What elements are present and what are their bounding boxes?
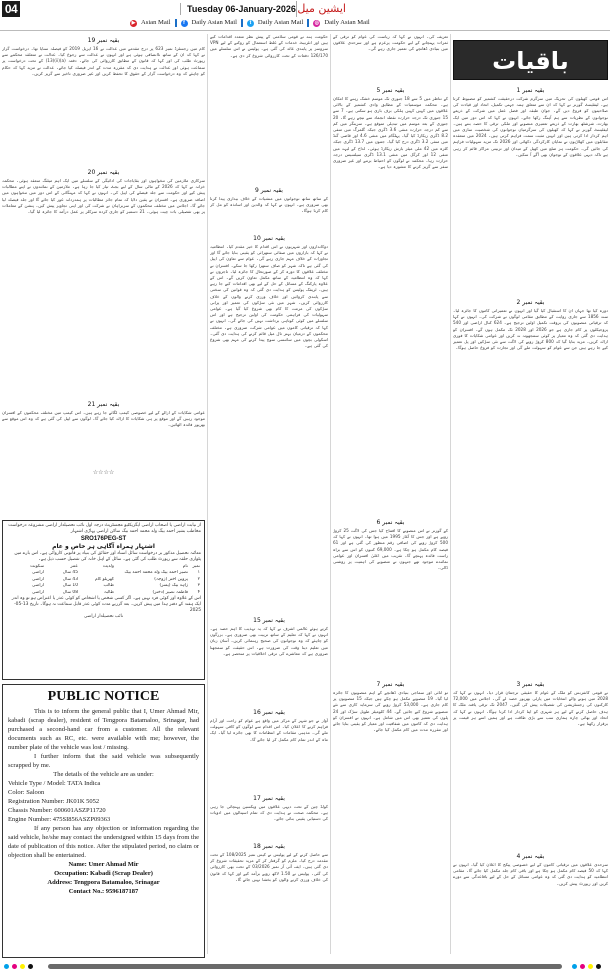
- section-body: کام میں رجسٹرڈ نمبر 623 پر درج مقدمے میں عدالت نے 16 اپریل 2019 کو فیصلہ سنایا تھا۔ درخواست گزار نے کہا کہ ان کے ساتھ ناانصافی ہوئی ہے اور انہوں نے عدالت سے رجوع کیا۔ عدالت نے متعلقہ محکمے سے رپورٹ طلب کی اور کہا کہ قانون کے مطابق کارروائی کی جائے۔ دفعہ (a)(ii)(13) کے تحت درخواست پر سماعت ہوئی اور عدالت نے ہدایت دی کہ مقررہ مدت کے اندر فیصلہ کیا جائے۔ عدالت نے مزید کہا کہ حکام کو چاہئے کہ وہ درخواست گزار کے حقوق کا تحفظ کریں اور غیر ضروری تاخیر سے گریز کریں۔: [2, 46, 205, 76]
- registration-dot-black: [28, 964, 33, 969]
- section-body: حکومت ہند نے قومی سلامتی کے پیش نظر متعدد اقدامات کیے ہیں اور انٹرنیٹ خدمات کے غلط استعمال کو روکنے کے لیے VPN سروسز پر پابندی عائد کی گئی ہے۔ پولیس نے اس سلسلے میں 126/170 دفعات کے تحت کارروائی شروع کر دی ہے۔: [210, 34, 328, 58]
- section-heading: بقیہ نمبر 10: [253, 235, 285, 242]
- column-header: عمر: [70, 564, 78, 569]
- cell: اراضی: [32, 576, 44, 582]
- column-divider: [207, 34, 208, 954]
- section-body: دورہ کیا تھا جہاں ان کا استقبال کیا گیا اور انہوں نے تعمیراتی کاموں کا جائزہ لیا۔ سنہ 1856 سے جاری روایت کے مطابق مقامی لوگوں نے شرکت کی۔ انہوں نے کہا کہ ترقیاتی منصوبوں کی بروقت تکمیل اولین ترجیح ہے۔ 624 کنال اراضی اور 540 پروجیکٹوں پر کام جاری ہے جو 2026 اور 2028 تک مکمل ہوں گے۔ افسران کو ہدایت دی گئی کہ وہ معیار پر کوئی سمجھوتہ نہ کریں اور عوامی شکایات کا فوری ازالہ کریں۔ مزید بتایا گیا کہ 800 کروڑ روپے کی لاگت سے نئی سڑکیں اور پل تعمیر کیے جا رہے ہیں جن سے عوام کو سہولت ملے گی اور تجارت کو فروغ حاصل ہوگا۔: [453, 308, 608, 351]
- notice-intro: از نیابت اراضی یا اصحاب اراضی ایگزیکٹیو مجسٹریٹ درجہ اول نائب تحصیلدار اراضی مشروعہ درخواست مخاطب بشیر احمد بیگ ولد محمد احمد بیگ ساکن اراضی پہاڑی اشتہار: [8, 523, 201, 534]
- column-2: [210, 34, 328, 960]
- notice-text: معائنہ تحصیل مذکور بر درخواست سائل اسناد اور حقائق کی بنیاد پر قانونی کاروائی ہے۔ اس بارے میں پٹواری حلقہ سے رپورٹ طلب کی گئی ہے۔ سائل کے اہل خانہ کی تفصیل حسب ذیل ہے۔: [14, 551, 201, 562]
- notice-paragraph: This is to inform the general public that I, Umer Ahmad Mir, kabadi (scrap dealer), resident of Tengpora Batamaloo, Srinagar, had purchased a second-hand car from a customer. All the relevant documents such as RC, etc. were available with me; however, the number plate of the vehicle was lost / missing.: [8, 708, 199, 751]
- divider: [175, 19, 177, 27]
- section-heading: بقیہ نمبر 2: [516, 299, 545, 306]
- registration-dot-cyan: [572, 964, 577, 969]
- cell: ۱: [197, 570, 200, 576]
- youtube-icon: ▶: [131, 19, 136, 26]
- article-section: [453, 852, 608, 942]
- divider: [241, 19, 243, 27]
- signatory-contact: Contact No.: 9596187187: [68, 888, 139, 895]
- notice-paragraph: I further inform that the said vehicle was subsequently scrapped by me.: [8, 753, 199, 769]
- family-table: [6, 564, 201, 596]
- cell: ۳: [197, 583, 200, 589]
- urdu-legal-notice: [2, 520, 205, 680]
- section-body: سرحدی علاقوں میں ترقیاتی کاموں کے لیے خصوصی پیکج کا اعلان کیا گیا۔ انہوں نے کہا کہ 50 فیصد کام مکمل ہو چکا ہے اور باقی کام جلد مکمل کیا جائے گا۔ مقامی انتظامیہ کو ہدایت دی گئی کہ وہ عوامی مسائل کے حل کے لیے باقاعدگی سے دورے کریں اور رپورٹ پیش کریں۔: [453, 862, 608, 886]
- section-heading: بقیہ نمبر 19: [87, 37, 120, 44]
- vehicle-details-intro: The details of the vehicle are as under:: [53, 771, 154, 778]
- newspaper-logo: ایشین میل: [297, 2, 346, 15]
- notice-signature: نائب تحصیلدار اراضی: [83, 614, 124, 620]
- article-section: [333, 86, 448, 516]
- issue-date: Tuesday 06-January-2026: [180, 3, 292, 15]
- cell: پروین اختر (زوجہ): [154, 576, 188, 582]
- cell: زاہد بیگ (پسر): [159, 583, 188, 589]
- signatory-occupation: Occupation: Kabadi (Scrap Dealer): [54, 870, 153, 877]
- section-heading: بقیہ نمبر 16: [253, 709, 285, 716]
- cell: 43 سال: [62, 576, 78, 582]
- cell: فاطمہ نصیر (دختر): [152, 589, 188, 595]
- article-section: [210, 34, 328, 184]
- registration-number: Registration Number: JK01K 5052: [8, 798, 100, 805]
- section-body: کرتے ہوئے عالمی اشرف نے کہا کہ یہ تہذیب کا اہم حصہ ہے۔ انہوں نے کہا کہ تعلیم کے ساتھ تربیت بھی ضروری ہے۔ بزرگوں کو چاہئے کہ وہ نوجوانوں کی صحیح رہنمائی کریں۔ آسان زبان میں تعلیم دینا وقت کی ضرورت ہے۔ اس حقیقت کو سمجھنا ضروری ہے کہ معاشرے کی ترقی اخلاقیات پر منحصر ہے۔: [210, 626, 328, 656]
- cell: اراضی: [32, 589, 44, 595]
- article-section: [210, 186, 328, 232]
- section-heading: بقیہ نمبر 15: [253, 617, 285, 624]
- chassis-number: Chassis Number: 600601ASZP11720: [8, 807, 106, 814]
- vehicle-color: Color: Saloon: [8, 789, 45, 796]
- section-body: تعریف کی۔ انہوں نے کہا کہ ریاست کی عوام کو ترقی کے ثمرات پہنچانے کے لیے حکومت پرعزم ہے اور سرحدی علاقوں میں بنیادی ڈھانچے کی تعمیر جاری رہے گی۔: [333, 34, 448, 52]
- notice-footer-text: اس کے علاوہ اور کوئی فرد نہیں ہے۔ اگر کسی شخص یا اشخاص کو کوئی عذر یا اعتراض ہو تو وہ اندر ایک ہفتہ کے دفتر ہذا میں پیش کریں۔ بعد گزرنے مدت کوئی عذر قابل سماعت نہ ہوگا۔ تاریخ 13-05-2025: [11, 596, 201, 614]
- twitter-icon: t: [247, 20, 254, 27]
- registration-dot-magenta: [580, 964, 585, 969]
- registration-dot-yellow: [588, 964, 593, 969]
- column-1: [2, 34, 205, 516]
- cell: اراضی: [32, 570, 44, 576]
- article-section: [2, 36, 205, 166]
- masthead: [0, 0, 610, 30]
- section-heading: بقیہ نمبر 4: [516, 853, 545, 860]
- section-heading: بقیہ نمبر 7: [376, 681, 405, 688]
- registration-dot-cyan: [4, 964, 9, 969]
- section-body: سے حاصل کرنے کے لیے پولیس نے کیس نمبر 108/2025 کے تحت مقدمہ درج کیا۔ ملزم کو گرفتار کر کے مزید تحقیقات شروع کر دی گئی ہیں۔ ایف آئی آر نمبر 03/2026 کے تحت بھی کارروائی کی گئی۔ پولیس نے 1.50 لاکھ روپے برآمد کیے اور کہا کہ قانون کی خلاف ورزی کرنے والوں کو بخشا نہیں جائے گا۔: [210, 852, 328, 882]
- column-header: سکونت: [30, 564, 44, 569]
- table-row: [6, 583, 201, 589]
- notice-reference: SRO176PEG-ST: [80, 536, 127, 542]
- cell: گھریلو کام: [94, 576, 114, 582]
- instagram-icon: ◎: [314, 19, 320, 26]
- social-link-twitter[interactable]: Daily Asian Mail: [257, 19, 304, 26]
- page-number: 04: [2, 1, 20, 17]
- cell: نصیر احمد بیگ ولد محمد احمد بیگ: [124, 570, 188, 576]
- vehicle-type: Vehicle Type / Model: TATA Indica: [8, 780, 101, 787]
- article-section: [453, 86, 608, 296]
- cell: 08 سال: [62, 589, 78, 595]
- article-section: [453, 680, 608, 850]
- cell: 45 سال: [62, 570, 78, 576]
- column-4: [453, 84, 608, 960]
- section-body: آواز نے جو شہر کے مرکز میں واقع ہے عوام کو راحت اور آرام فراہم کرنے کا اعلان کیا۔ اس اقدام سے لوگوں کو کافی سہولت ملے گی۔ مذہبی مقامات کے انتظامات کا بھی جائزہ لیا گیا۔ ایک ماہ کے اندر تمام کام مکمل کر لیا جائے گا۔: [210, 718, 328, 742]
- engine-number: Engine Number: 475SI856ASZP09363: [8, 816, 111, 823]
- section-body: کولڈ چین کے تحت دیہی علاقوں میں ویکسین پہنچائی جا رہی ہے۔ محکمہ صحت نے ہدایت دی کہ تمام اسپتالوں میں ادویات کی دستیابی یقینی بنائی جائے۔: [210, 804, 328, 822]
- cell: 10 سال: [62, 583, 78, 589]
- facebook-icon: f: [181, 20, 188, 27]
- article-section: [2, 168, 205, 398]
- signatory-name: Name: Umer Ahmad Mir: [68, 861, 139, 868]
- article-section: [210, 842, 328, 926]
- article-section: [210, 616, 328, 706]
- section-banner: باقیات: [453, 40, 608, 80]
- section-heading: بقیہ نمبر 20: [87, 169, 120, 176]
- cell: اراضی: [32, 583, 44, 589]
- article-section: [210, 234, 328, 614]
- social-link-facebook[interactable]: Daily Asian Mail: [191, 19, 237, 26]
- article-section: [453, 298, 608, 678]
- social-links: [130, 17, 370, 29]
- registration-dot-black: [596, 964, 601, 969]
- signatory-address: Address: Tengpora Batamaloo, Srinagar: [47, 879, 160, 886]
- section-body: سرکاری ملازمین کی تنخواہوں اور بقایاجات کی ادائیگی کے سلسلے میں ایک اہم میٹنگ منعقد ہوئی۔ محکمہ خزانہ نے کہا کہ 2026 کے مالی سال کے لیے بجٹ تیار کیا جا رہا ہے۔ ملازمین کے نمائندوں نے اپنے مطالبات پیش کیے اور حکومت سے جلد فیصلے کی اپیل کی۔ انہوں نے کہا کہ مہنگائی کے اس دور میں تنخواہوں میں اضافہ ضروری ہے۔ افسران نے یقین دلایا کہ تمام جائز مطالبات پر ہمدردانہ غور کیا جائے گا اور جلد فیصلہ لیا جائے گا۔ اجلاس میں مختلف محکموں کے سربراہان نے شرکت کی اور اپنی تجاویز پیش کیں۔ پنشن کے معاملات پر بھی تفصیلی بات چیت ہوئی۔ 21 دسمبر کو جاری کردہ سرکلر پر عمل درآمد کا جائزہ لیا گیا۔: [2, 178, 205, 215]
- column-header: نمبر: [192, 564, 200, 569]
- section-heading: بقیہ نمبر 6: [376, 519, 405, 526]
- article-section: [2, 400, 205, 466]
- cell: ۲: [197, 576, 200, 582]
- section-body: تو انائی اور سماجی بنیادی ڈھانچے کے اہم منصوبوں کا جائزہ لیا گیا۔ 19 منصوبے مکمل ہو چکے ہیں جبکہ 15 منصوبوں پر کام جاری ہے۔ 53,000 کروڑ روپے کی سرمایہ کاری سے نئے منصوبے شروع کیے جائیں گے۔ 44 کلومیٹر طویل سڑک اور 24 پلوں کی تعمیر بھی اس میں شامل ہے۔ انہوں نے افسران کو ہدایت دی کہ کاموں میں شفافیت اور معیار کو یقینی بنایا جائے اور مقررہ مدت میں کام مکمل کیا جائے۔: [333, 690, 448, 733]
- article-section: [210, 794, 328, 840]
- column-divider: [330, 34, 331, 954]
- divider: [307, 19, 309, 27]
- section-heading: بقیہ نمبر 3: [516, 681, 545, 688]
- section-heading: بقیہ نمبر 9: [255, 187, 283, 194]
- section-body: کے گورنر نے اس منصوبے کا افتتاح کیا جس کی لاگت 25 کروڑ روپے ہے اور جس کا آغاز 1995 میں ہوا تھا۔ انہوں نے کہا کہ 500 کروڑ روپے کی اضافی رقم منظور کی گئی ہے اور 61 فیصد کام مکمل ہو چکا ہے۔ 69,000 کنبوں کو اس سے براہ راست فائدہ پہنچے گا۔ تقریب میں اعلیٰ افسران اور عوامی نمائندے موجود تھے جنہوں نے منصوبے کی اہمیت پر روشنی ڈالی۔: [333, 528, 448, 571]
- notice-paragraph: If any person has any objection or information regarding the said vehicle, he/she may contact the undersigned within 15 days from the date of publication of this notice. After the stipulated period, no claim or objection shall be entertained.: [8, 825, 199, 859]
- page-footer: [0, 962, 610, 971]
- article-section: [333, 518, 448, 678]
- notice-title: اشتہار ہمراہ آگاہی ہر خاص و عام: [52, 543, 155, 550]
- registration-dot-yellow: [20, 964, 25, 969]
- section-body: عوامی شکایات کے ازالے کے لیے خصوصی کیمپ لگائے جا رہے ہیں۔ اس کیمپ میں مختلف محکموں کے افسران موجود رہیں گے اور موقع پر ہی شکایات کا ازالہ کیا جائے گا۔ لوگوں سے اپیل کی گئی ہے کہ وہ اس موقع سے بھرپور فائدہ اٹھائیں۔: [2, 410, 205, 428]
- column-header: ولدیت: [102, 564, 114, 569]
- cell: طالبہ: [103, 589, 114, 595]
- section-heading: بقیہ نمبر 18: [253, 843, 285, 850]
- public-notice-title: PUBLIC NOTICE: [47, 689, 160, 704]
- footer-bar: [48, 964, 562, 969]
- article-section: [210, 708, 328, 792]
- section-heading: بقیہ نمبر 1: [516, 87, 545, 94]
- column-3: [333, 34, 448, 960]
- registration-dot-magenta: [12, 964, 17, 969]
- section-end-stars: ☆☆☆☆: [92, 469, 115, 476]
- article-section: [333, 34, 448, 84]
- section-body: نے قومی کانفرنس کو ملک کے عوام کا حقیقی ترجمان قرار دیا۔ انہوں نے کہا کہ 2028 میں ہونے والے انتخابات میں پارٹی بھرپور حصہ لے گی۔ اجلاس میں 72,000 کارکنوں کی رجسٹریشن کی تفصیلات پیش کی گئیں۔ 2047 تک ترقی یافتہ ملک کا ہدف حاصل کرنے کے لیے ہر شہری کو اپنا کردار ادا کرنا ہوگا۔ انہوں نے کہا کہ اتحاد اور بھائی چارہ ہماری سب سے بڑی طاقت ہے اور ہمیں اسے ہر قیمت پر برقرار رکھنا ہے۔: [453, 690, 608, 727]
- cell: طالب: [103, 583, 114, 589]
- social-link-youtube[interactable]: Asian Mail: [141, 19, 171, 26]
- column-divider: [450, 34, 451, 954]
- public-notice: [2, 684, 205, 958]
- section-heading: بقیہ نمبر 17: [253, 795, 285, 802]
- column-header: نام: [182, 564, 188, 569]
- cell: ۴: [197, 589, 200, 595]
- section-body: کے ساتھ ساتھ نوجوانوں میں منشیات کے خلاف بیداری پیدا کرنا بھی ضروری ہے۔ انہوں نے کہا کہ والدین اور اساتذہ کو مل کر کام کرنا ہوگا۔: [210, 196, 328, 214]
- section-body: کے تناظر میں 5 سے 18 جنوری تک موسم خشک رہنے کا امکان ہے۔ محکمہ موسمیات کے مطابق وادی کشمیر کے بالائی علاقوں میں کہیں کہیں ہلکی برف باری ہو سکتی ہے۔ 7 سے 15 جنوری تک درجہ حرارت نقطہ انجماد سے نیچے رہے گا۔ 20 جنوری کے بعد موسم میں تبدیلی متوقع ہے۔ سرینگر میں کم سے کم درجہ حرارت منفی 3.6 ڈگری جبکہ گلمرگ میں منفی 8.2 ڈگری ریکارڈ کیا گیا۔ پہلگام میں منفی 4.6 اور قاضی گنڈ میں منفی 3.2 ڈگری درج کیا گیا۔ جموں میں 13.7 ڈگری جبکہ کٹرہ میں 42 ملی میٹر بارش ریکارڈ ہوئی۔ لداخ کے لیہہ میں منفی 12 اور کرگل میں منفی 13.1 ڈگری سیلسیس درجہ حرارت رہا۔ محکمہ نے لوگوں کو احتیاط برتنے اور غیر ضروری سفر سے گریز کرنے کا مشورہ دیا ہے۔: [333, 96, 448, 170]
- section-body: اس قومی کھیلوں کی تحریک میں سرگرم شرکت درحقیقت کشمیر کو مضبوط کرتا ہے۔ لیفٹیننٹ گورنر نے کہا کہ ان سے متعلق ہمہ جہتی تکمیل، اتحاد اور قیادت کی صلاحیتوں کو فروغ دیں گے۔ جوان طبقہ اور فضل عمل میں شرکت کے ذریعے نوجوانوں کے نظریات سے ہم آہنگ رکھا جائے۔ انہوں نے کہا کہ اس دور میں ایک بھارت، شرشٹھ بھارت کے ذریعے تعمیری منصوبے اور ملکی ترقی کا حصہ بنتے ہیں۔ لیفٹیننٹ گورنر نے کہا کہ کھیلوں کی سرگرمیاں نوجوانوں کی شخصیت سازی میں اہم کردار ادا کرتی ہیں اور انہیں مثبت سمت فراہم کرتی ہیں۔ 2024 میں منعقدہ مقابلوں میں کھلاڑیوں نے نمایاں کارکردگی دکھائی اور 2026 تک مزید سہولیات فراہم کی جائیں گی۔ حکومت ہر ضلع میں کھیل کے میدان اور تربیتی مراکز قائم کر رہی ہے تاکہ دیہی علاقوں کے نوجوان بھی آگے آ سکیں۔: [453, 96, 608, 157]
- article-section: [333, 680, 448, 950]
- header-rule: [0, 30, 610, 31]
- section-heading: بقیہ نمبر 21: [87, 401, 120, 408]
- section-heading: بقیہ نمبر 5: [376, 87, 405, 94]
- section-body: دوکانداروں اور شہریوں نے اس اقدام کا خیر مقدم کیا۔ انتظامیہ نے کہا کہ بازاروں میں صفائی ستھرائی کو یقینی بنایا جائے گا اور تجاوزات کے خلاف مہم جاری رہے گی۔ عوام سے تعاون کی اپیل کی گئی ہے تاکہ شہر کو صاف ستھرا رکھا جا سکے۔ افسران نے مختلف علاقوں کا دورہ کر کے صورتحال کا جائزہ لیا۔ تاجروں نے کہا کہ وہ انتظامیہ کے ساتھ مکمل تعاون کریں گے۔ اس کے علاوہ پارکنگ کے مسائل کے حل کے لیے بھی اقدامات کیے جا رہے ہیں۔ ٹریفک پولیس کو ہدایت دی گئی کہ وہ قوانین کی سختی سے پابندی کروائیں اور خلاف ورزی کرنے والوں کے خلاف کارروائی کریں۔ شہر میں نئی سڑکوں کی تعمیر اور پرانی سڑکوں کی مرمت کا کام بھی شروع کیا گیا ہے۔ عوامی سہولیات کی فراہمی حکومت کی اولین ترجیح ہے اور اس سلسلے میں کوئی کوتاہی برداشت نہیں کی جائے گی۔ انہوں نے کہا کہ ترقیاتی کاموں میں عوامی شرکت ضروری ہے۔ مختلف محکموں کے درمیان بہتر تال میل قائم کرنے کی ہدایت دی گئی۔ اسکولی بچوں میں سائنسی سوچ پیدا کرنے کی مہم بھی شروع کی گئی ہے۔: [210, 244, 328, 349]
- social-link-instagram[interactable]: Daily Asian Mail: [324, 19, 370, 26]
